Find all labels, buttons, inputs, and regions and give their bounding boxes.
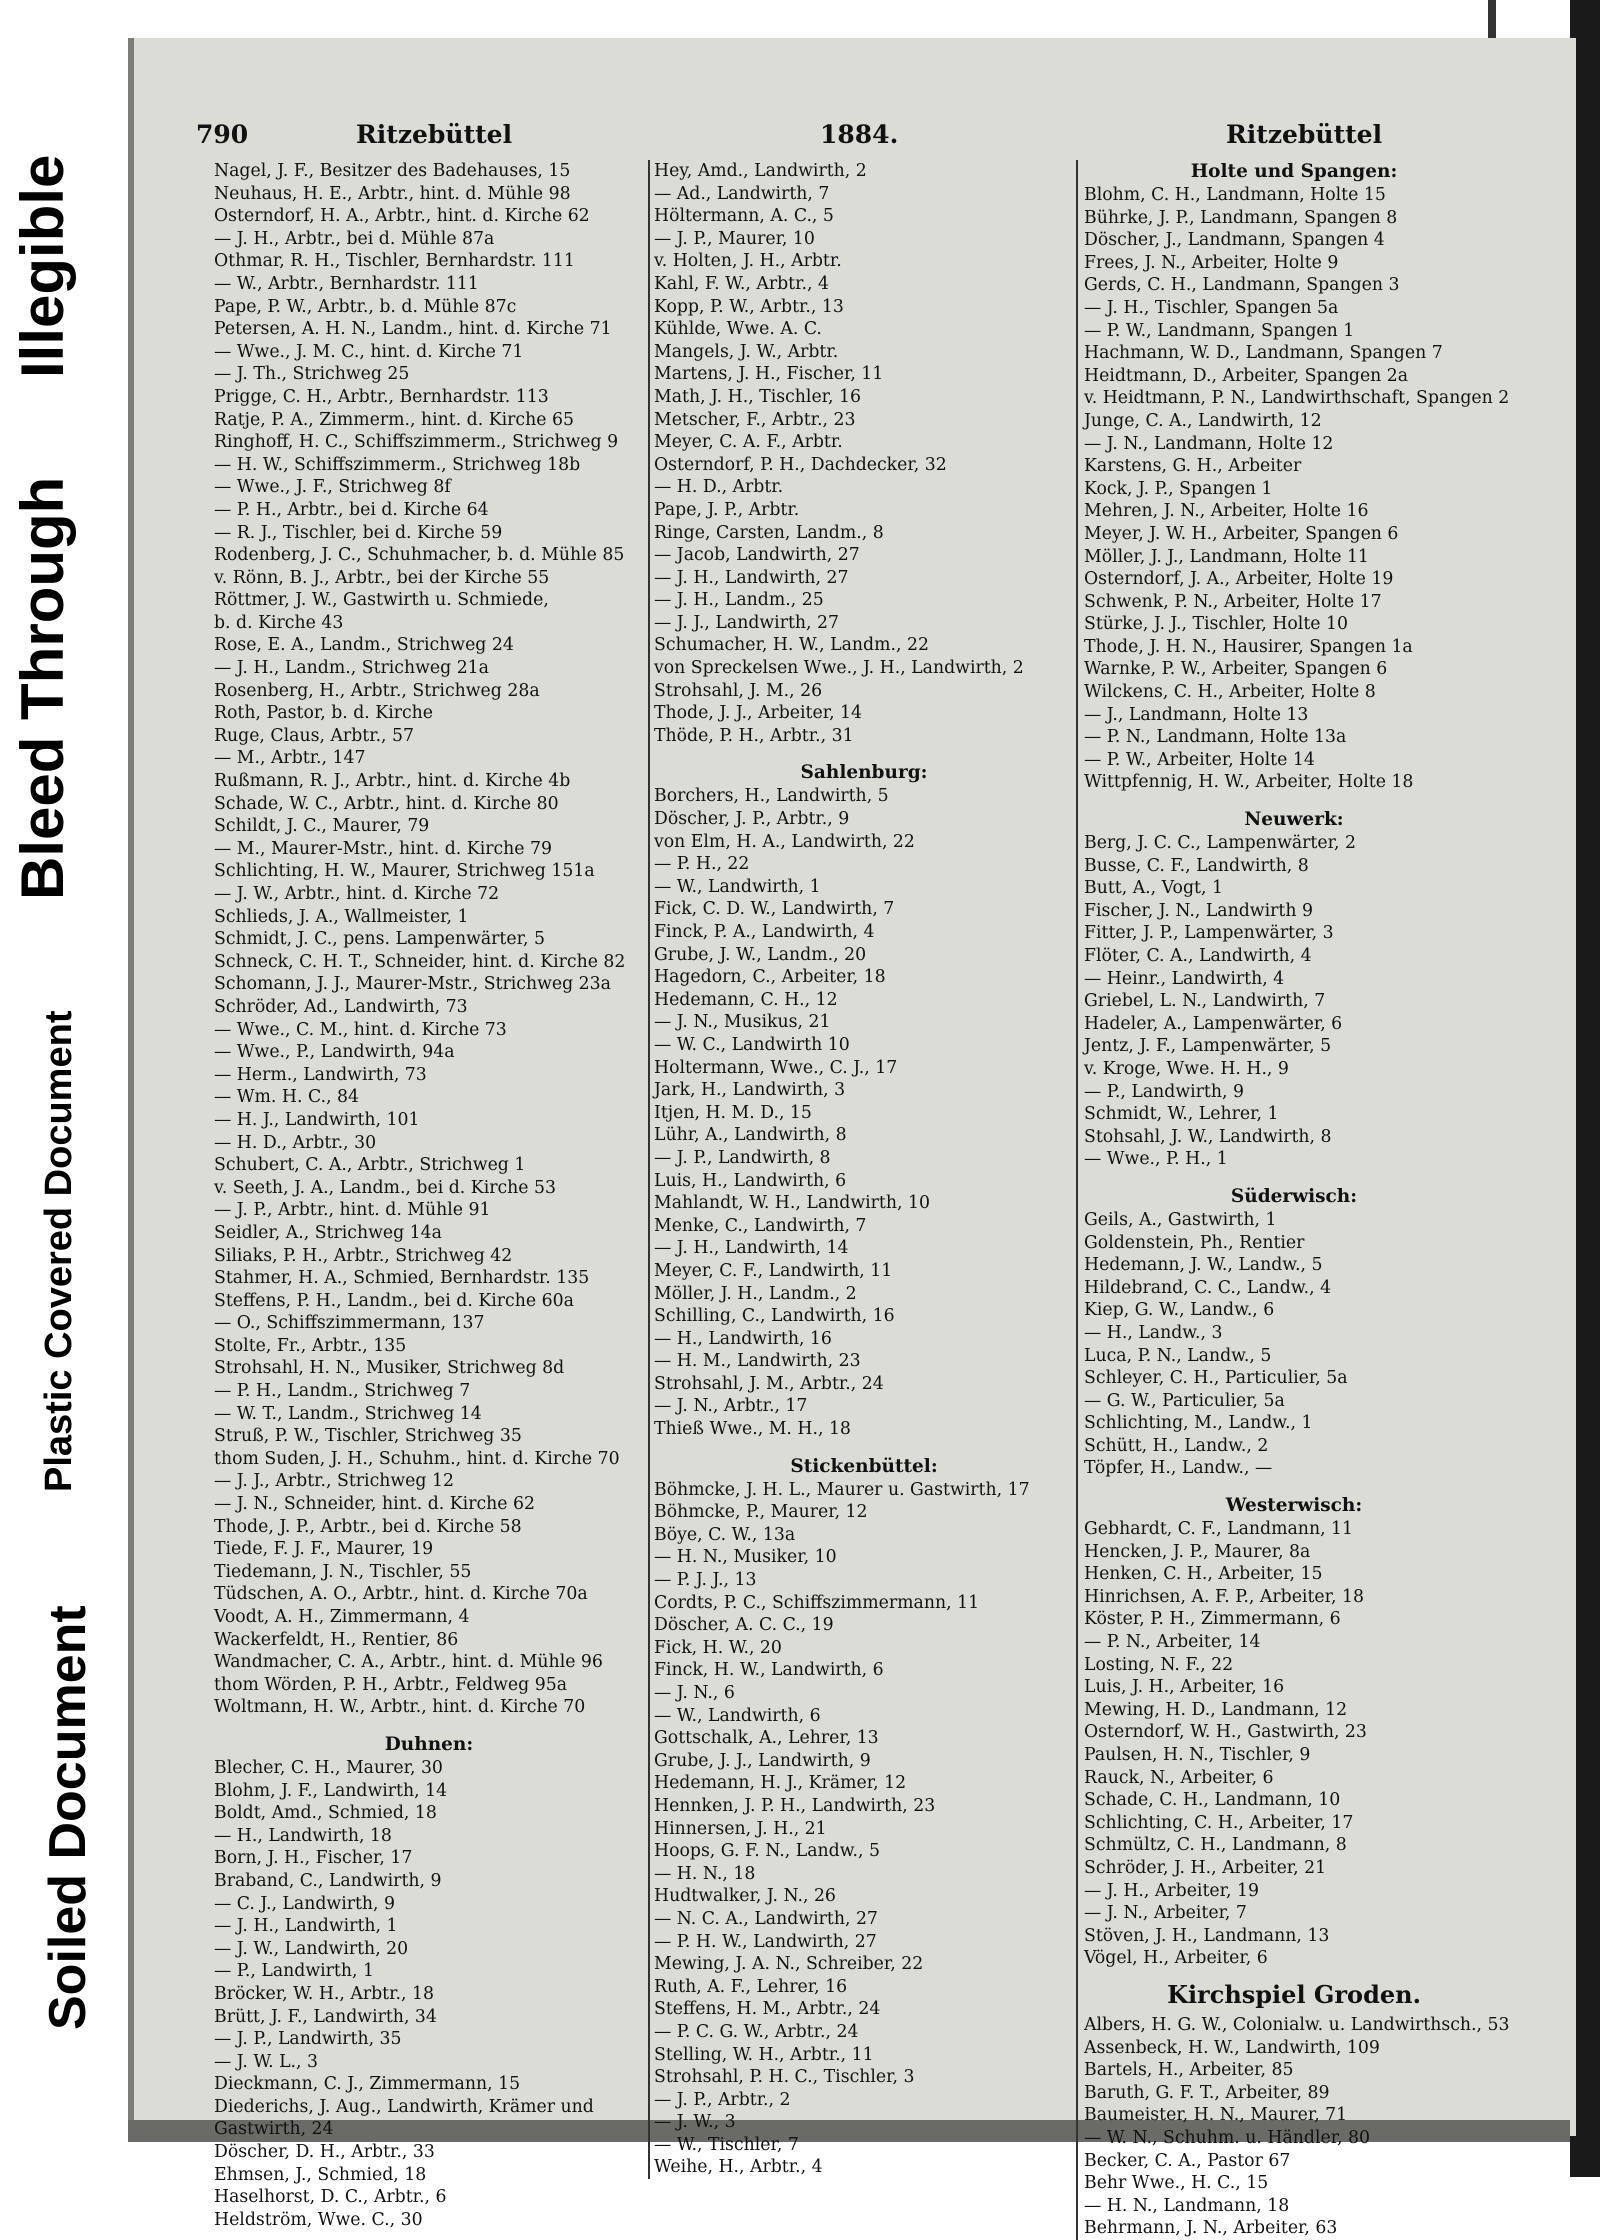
- directory-entry: Kahl, F. W., Arbtr., 4: [654, 273, 829, 294]
- directory-entry: Schmidt, W., Lehrer, 1: [1084, 1104, 1279, 1125]
- directory-entry: — P. H. W., Landwirth, 27: [654, 1931, 877, 1952]
- directory-entry: Ringhoff, H. C., Schiffszimmerm., Strichweg 9: [214, 432, 619, 453]
- directory-entry: Möller, J. H., Landm., 2: [654, 1283, 857, 1304]
- directory-entry: — J. H., Landm., Strichweg 21a: [214, 658, 489, 679]
- directory-entry: — W. T., Landm., Strichweg 14: [214, 1403, 482, 1424]
- section-heading: Sahlenburg:: [800, 762, 928, 784]
- page-tab: [1488, 0, 1496, 38]
- directory-entry: — J., Landmann, Holte 13: [1084, 704, 1309, 725]
- directory-entry: Lühr, A., Landwirth, 8: [654, 1125, 847, 1146]
- directory-entry: — P. N., Landmann, Holte 13a: [1084, 727, 1347, 748]
- directory-entry: Döscher, J. P., Arbtr., 9: [654, 809, 850, 830]
- directory-entry: Behr Wwe., H. C., 15: [1084, 2173, 1269, 2194]
- directory-entry: Bartels, H., Arbeiter, 85: [1084, 2060, 1294, 2081]
- directory-entry: Wilckens, C. H., Arbeiter, Holte 8: [1084, 682, 1376, 703]
- directory-entry: — Herm., Landwirth, 73: [214, 1064, 427, 1085]
- directory-entry: Kühlde, Wwe. A. C.: [654, 319, 822, 340]
- section-heading: Neuwerk:: [1244, 809, 1344, 831]
- directory-entry: Schwenk, P. N., Arbeiter, Holte 17: [1084, 591, 1382, 612]
- directory-entry: Busse, C. F., Landwirth, 8: [1084, 855, 1309, 876]
- directory-entry: v. Rönn, B. J., Arbtr., bei der Kirche 55: [214, 567, 550, 588]
- directory-entry: von Elm, H. A., Landwirth, 22: [654, 831, 915, 852]
- directory-entry: Stelling, W. H., Arbtr., 11: [654, 2044, 874, 2065]
- directory-entry: Albers, H. G. W., Colonialw. u. Landwirthsch., 53: [1084, 2014, 1510, 2035]
- directory-entry: Becker, C. A., Pastor 67: [1084, 2150, 1291, 2171]
- directory-entry: — H. N., 18: [654, 1863, 756, 1884]
- directory-entry: — J. N., Schneider, hint. d. Kirche 62: [214, 1494, 535, 1515]
- directory-entry: Fick, C. D. W., Landwirth, 7: [654, 899, 895, 920]
- directory-entry: Baumeister, H. N., Maurer, 71: [1084, 2105, 1348, 2126]
- page-number: 790: [196, 120, 249, 149]
- directory-entry: Hedemann, H. J., Krämer, 12: [654, 1773, 907, 1794]
- directory-entry: Grube, J. J., Landwirth, 9: [654, 1750, 871, 1771]
- directory-entry: — J. W., 3: [654, 2112, 736, 2133]
- directory-entry: Gerds, C. H., Landmann, Spangen 3: [1084, 275, 1400, 296]
- directory-entry: Kiep, G. W., Landw., 6: [1084, 1300, 1275, 1321]
- directory-entry: Fick, H. W., 20: [654, 1637, 782, 1658]
- directory-entry: — J. H., Tischler, Spangen 5a: [1084, 297, 1339, 318]
- directory-entry: Fischer, J. N., Landwirth 9: [1084, 900, 1313, 921]
- directory-entry: Luis, H., Landwirth, 6: [654, 1170, 847, 1191]
- directory-entry: Thode, J. H. N., Hausirer, Spangen 1a: [1084, 636, 1413, 657]
- directory-column-2: [648, 160, 1074, 2179]
- directory-entry: Thöde, P. H., Arbtr., 31: [654, 725, 854, 746]
- directory-entry: Schumacher, H. W., Landm., 22: [654, 635, 929, 656]
- directory-entry: von Spreckelsen Wwe., J. H., Landwirth, 2: [654, 658, 1024, 679]
- directory-entry: — P. W., Landmann, Spangen 1: [1084, 320, 1355, 341]
- directory-entry: Schade, W. C., Arbtr., hint. d. Kirche 80: [214, 793, 559, 814]
- directory-entry: — N. C. A., Landwirth, 27: [654, 1908, 878, 1929]
- directory-entry: Petersen, A. H. N., Landm., hint. d. Kirche 71: [214, 319, 612, 340]
- directory-entry: Prigge, C. H., Arbtr., Bernhardstr. 113: [214, 386, 549, 407]
- directory-entry: Itjen, H. M. D., 15: [654, 1102, 812, 1123]
- directory-entry: Warnke, P. W., Arbeiter, Spangen 6: [1084, 659, 1388, 680]
- directory-entry: — Wwe., J. F., Strichweg 8f: [214, 477, 451, 498]
- directory-entry: Grube, J. W., Landm., 20: [654, 944, 867, 965]
- directory-entry: Tiede, F. J. F., Maurer, 19: [214, 1539, 434, 1560]
- section-heading: Holte und Spangen:: [1190, 161, 1398, 182]
- directory-entry: Mahlandt, W. H., Landwirth, 10: [654, 1193, 930, 1214]
- directory-entry: Stolte, Fr., Arbtr., 135: [214, 1335, 407, 1356]
- directory-entry: v. Heidtmann, P. N., Landwirthschaft, Spangen 2: [1084, 388, 1510, 409]
- directory-entry: — P. C. G. W., Arbtr., 24: [654, 2021, 859, 2042]
- directory-entry: — Wwe., P. H., 1: [1084, 1149, 1228, 1170]
- directory-entry: Bröcker, W. H., Arbtr., 18: [214, 1983, 434, 2004]
- directory-entry: — P. N., Arbeiter, 14: [1084, 1632, 1261, 1653]
- directory-entry: Schlichting, C. H., Arbeiter, 17: [1084, 1812, 1354, 1833]
- directory-entry: — J. Th., Strichweg 25: [214, 364, 410, 385]
- directory-entry: Töpfer, H., Landw., —: [1084, 1458, 1273, 1479]
- header-right-title: Ritzebüttel: [1226, 120, 1383, 149]
- directory-entry: Hinnersen, J. H., 21: [654, 1818, 827, 1839]
- label-illegible: Illegible: [9, 154, 76, 378]
- directory-entry: — Wwe., P., Landwirth, 94a: [214, 1042, 455, 1063]
- directory-entry: Thieß Wwe., M. H., 18: [654, 1419, 851, 1440]
- directory-entry: Diederichs, J. Aug., Landwirth, Krämer und: [214, 2096, 594, 2117]
- directory-entry: Neuhaus, H. E., Arbtr., hint. d. Mühle 98: [214, 183, 571, 204]
- directory-entry: Schmidt, J. C., pens. Lampenwärter, 5: [214, 929, 545, 950]
- directory-entry: — J. H., Landwirth, 14: [654, 1238, 849, 1259]
- directory-entry: Hennken, J. P. H., Landwirth, 23: [654, 1795, 936, 1816]
- directory-entry: Schomann, J. J., Maurer-Mstr., Strichweg 23a: [214, 974, 611, 995]
- directory-entry: — J. P., Arbtr., 2: [654, 2089, 791, 2110]
- directory-entry: — P. H., 22: [654, 854, 750, 875]
- directory-entry: Schröder, Ad., Landwirth, 73: [214, 996, 468, 1017]
- directory-entry: — Ad., Landwirth, 7: [654, 183, 830, 204]
- directory-entry: Bührke, J. P., Landmann, Spangen 8: [1084, 207, 1398, 228]
- directory-entry: Rose, E. A., Landm., Strichweg 24: [214, 635, 514, 656]
- directory-entry: Jark, H., Landwirth, 3: [654, 1080, 846, 1101]
- directory-entry: Braband, C., Landwirth, 9: [214, 1870, 442, 1891]
- directory-column-3: [1076, 160, 1510, 2240]
- section-heading: Westerwisch:: [1225, 1495, 1363, 1517]
- directory-entry: — P. W., Arbeiter, Holte 14: [1084, 749, 1315, 770]
- directory-entry: — J. W., Arbtr., hint. d. Kirche 72: [214, 884, 500, 904]
- directory-entry: — J. H., Arbtr., bei d. Mühle 87a: [214, 228, 495, 249]
- directory-entry: Jentz, J. F., Lampenwärter, 5: [1084, 1036, 1332, 1057]
- directory-entry: Blohm, C. H., Landmann, Holte 15: [1084, 185, 1386, 205]
- directory-entry: Finck, H. W., Landwirth, 6: [654, 1660, 884, 1681]
- section-heading: Duhnen:: [384, 1733, 474, 1755]
- directory-entry: Schröder, J. H., Arbeiter, 21: [1084, 1857, 1327, 1878]
- directory-entry: Thode, J. J., Arbeiter, 14: [654, 703, 863, 724]
- directory-entry: Luis, J. H., Arbeiter, 16: [1084, 1677, 1285, 1698]
- directory-entry: — J. N., Musikus, 21: [654, 1012, 831, 1033]
- directory-entry: — G. W., Particulier, 5a: [1084, 1390, 1285, 1411]
- directory-entry: — H. J., Landwirth, 101: [214, 1109, 420, 1130]
- directory-entry: — J. P., Arbtr., hint. d. Mühle 91: [214, 1200, 491, 1221]
- directory-entry: Strohsahl, J. M., 26: [654, 680, 823, 701]
- directory-entry: Flöter, C. A., Landwirth, 4: [1084, 946, 1312, 966]
- directory-entry: Ehmsen, J., Schmied, 18: [214, 2164, 427, 2185]
- directory-entry: Köster, P. H., Zimmermann, 6: [1084, 1609, 1341, 1630]
- directory-entry: Siliaks, P. H., Arbtr., Strichweg 42: [214, 1245, 513, 1266]
- directory-entry: Hencken, J. P., Maurer, 8a: [1084, 1541, 1311, 1562]
- directory-entry: Hedemann, C. H., 12: [654, 989, 838, 1010]
- header-left-title: Ritzebüttel: [356, 120, 513, 149]
- directory-entry: Rosenberg, H., Arbtr., Strichweg 28a: [214, 680, 540, 701]
- directory-entry: — H., Landw., 3: [1084, 1322, 1223, 1343]
- directory-entry: v. Holten, J. H., Arbtr.: [654, 251, 842, 272]
- directory-entry: Döscher, D. H., Arbtr., 33: [214, 2142, 435, 2163]
- directory-entry: Roth, Pastor, b. d. Kirche: [214, 703, 434, 724]
- directory-entry: — W., Landwirth, 1: [654, 876, 821, 897]
- directory-entry: — J. N., Arbtr., 17: [654, 1396, 808, 1417]
- directory-entry: — P., Landwirth, 1: [214, 1961, 374, 1982]
- directory-entry: Math, J. H., Tischler, 16: [654, 386, 862, 407]
- directory-entry: Höltermann, A. C., 5: [654, 206, 834, 227]
- directory-entry: Borchers, H., Landwirth, 5: [654, 786, 889, 807]
- directory-entry: Vögel, H., Arbeiter, 6: [1084, 1948, 1268, 1969]
- directory-entry: Ruth, A. F., Lehrer, 16: [654, 1976, 848, 1997]
- directory-entry: Osterndorf, P. H., Dachdecker, 32: [654, 454, 947, 475]
- directory-entry: Junge, C. A., Landwirth, 12: [1084, 410, 1322, 431]
- directory-column-1: [214, 160, 644, 2231]
- directory-entry: Mewing, J. A. N., Schreiber, 22: [654, 1954, 924, 1975]
- directory-entry: — H. W., Schiffszimmerm., Strichweg 18b: [214, 454, 581, 475]
- directory-entry: Schmültz, C. H., Landmann, 8: [1084, 1835, 1347, 1856]
- directory-entry: — Wm. H. C., 84: [214, 1087, 360, 1108]
- directory-entry: Schleyer, C. H., Particulier, 5a: [1084, 1368, 1348, 1389]
- top-margin: [128, 0, 1570, 38]
- directory-entry: Strohsahl, P. H. C., Tischler, 3: [654, 2067, 915, 2088]
- directory-entry: Schlichting, H. W., Maurer, Strichweg 151a: [214, 861, 595, 882]
- directory-entry: Goldenstein, Ph., Rentier: [1084, 1232, 1305, 1253]
- directory-entry: Osterndorf, H. A., Arbtr., hint. d. Kirche 62: [214, 206, 590, 227]
- directory-entry: — J. W., Landwirth, 20: [214, 1938, 409, 1959]
- directory-entry: Losting, N. F., 22: [1084, 1654, 1234, 1675]
- directory-entry: Geils, A., Gastwirth, 1: [1084, 1209, 1277, 1230]
- directory-entry: Struß, P. W., Tischler, Strichweg 35: [214, 1426, 522, 1447]
- directory-entry: v. Kroge, Wwe. H. H., 9: [1084, 1058, 1289, 1079]
- directory-entry: Ratje, P. A., Zimmerm., hint. d. Kirche 65: [214, 409, 574, 430]
- directory-entry: — H. D., Arbtr.: [654, 477, 784, 498]
- directory-entry: Wittpfennig, H. W., Arbeiter, Holte 18: [1084, 772, 1414, 793]
- directory-entry: Mewing, H. D., Landmann, 12: [1084, 1699, 1348, 1720]
- section-heading: Süderwisch:: [1230, 1185, 1358, 1207]
- directory-entry: Meyer, J. W. H., Arbeiter, Spangen 6: [1084, 523, 1399, 544]
- directory-entry: Fitter, J. P., Lampenwärter, 3: [1084, 923, 1334, 944]
- directory-entry: Osterndorf, W. H., Gastwirth, 23: [1084, 1722, 1367, 1743]
- section-heading: Stickenbüttel:: [790, 1455, 938, 1477]
- directory-entry: — H. D., Arbtr., 30: [214, 1132, 377, 1153]
- directory-entry: Gottschalk, A., Lehrer, 13: [654, 1728, 879, 1749]
- label-plastic-covered: Plastic Covered Document: [38, 1010, 80, 1492]
- directory-entry: — P. H., Arbtr., bei d. Kirche 64: [214, 499, 489, 520]
- directory-entry: Heldström, Wwe. C., 30: [214, 2209, 423, 2230]
- directory-entry: Steffens, P. H., Landm., bei d. Kirche 60a: [214, 1290, 574, 1311]
- directory-entry: Hinrichsen, A. F. P., Arbeiter, 18: [1084, 1586, 1364, 1607]
- directory-entry: — P. H., Landm., Strichweg 7: [214, 1381, 471, 1402]
- directory-entry: — H., Landwirth, 18: [214, 1825, 392, 1846]
- directory-entry: Wandmacher, C. A., Arbtr., hint. d. Mühle 96: [214, 1652, 603, 1673]
- directory-entry: — J. P., Landwirth, 8: [654, 1147, 831, 1168]
- directory-entry: Schade, C. H., Landmann, 10: [1084, 1790, 1341, 1811]
- directory-entry: Heidtmann, D., Arbeiter, Spangen 2a: [1084, 365, 1409, 386]
- directory-entry: Steffens, H. M., Arbtr., 24: [654, 1999, 881, 2020]
- directory-entry: Stöven, J. H., Landmann, 13: [1084, 1925, 1330, 1946]
- directory-entry: Meyer, C. A. F., Arbtr.: [654, 432, 843, 453]
- directory-entry: — J. J., Landwirth, 27: [654, 612, 840, 633]
- directory-entry: Gastwirth, 24: [214, 2119, 334, 2140]
- label-soiled-document: Soiled Document: [39, 1605, 97, 2030]
- directory-entry: Rußmann, R. J., Arbtr., hint. d. Kirche 4b: [214, 771, 571, 792]
- directory-entry: — Heinr., Landwirth, 4: [1084, 968, 1285, 989]
- directory-entry: Boldt, Amd., Schmied, 18: [214, 1803, 437, 1824]
- directory-entry: Schlieds, J. A., Wallmeister, 1: [214, 906, 469, 927]
- directory-entry: — H. N., Landmann, 18: [1084, 2195, 1290, 2216]
- directory-entry: Stürke, J. J., Tischler, Holte 10: [1084, 614, 1348, 635]
- directory-entry: Woltmann, H. W., Arbtr., hint. d. Kirche 70: [214, 1697, 586, 1718]
- directory-entry: Osterndorf, J. A., Arbeiter, Holte 19: [1084, 569, 1394, 590]
- directory-entry: — J. H., Landm., 25: [654, 590, 824, 611]
- directory-entry: Tiedemann, J. N., Tischler, 55: [214, 1561, 472, 1582]
- directory-entry: thom Suden, J. H., Schuhm., hint. d. Kirche 70: [214, 1448, 620, 1469]
- directory-entry: Baruth, G. F. T., Arbeiter, 89: [1084, 2082, 1330, 2103]
- directory-entry: Butt, A., Vogt, 1: [1084, 878, 1223, 899]
- directory-entry: Luca, P. N., Landw., 5: [1084, 1345, 1272, 1366]
- directory-entry: Karstens, G. H., Arbeiter: [1084, 456, 1302, 477]
- directory-entry: thom Wörden, P. H., Arbtr., Feldweg 95a: [214, 1674, 567, 1695]
- directory-entry: — Wwe., J. M. C., hint. d. Kirche 71: [214, 341, 524, 362]
- directory-entry: — H. N., Musiker, 10: [654, 1547, 837, 1568]
- directory-entry: Döscher, A. C. C., 19: [654, 1615, 834, 1636]
- directory-entry: — J. H., Arbeiter, 19: [1084, 1880, 1259, 1901]
- directory-entry: Meyer, C. F., Landwirth, 11: [654, 1260, 893, 1281]
- directory-entry: Hey, Amd., Landwirth, 2: [654, 161, 867, 181]
- directory-entry: — W. N., Schuhm. u. Händler, 80: [1084, 2127, 1371, 2148]
- directory-entry: Berg, J. C. C., Lampenwärter, 2: [1084, 833, 1356, 854]
- directory-entry: Strohsahl, H. N., Musiker, Strichweg 8d: [214, 1358, 565, 1379]
- directory-entry: Hadeler, A., Lampenwärter, 6: [1084, 1013, 1343, 1034]
- directory-entry: Henken, C. H., Arbeiter, 15: [1084, 1564, 1323, 1585]
- directory-entry: Dieckmann, C. J., Zimmermann, 15: [214, 2074, 521, 2095]
- directory-entry: — J. J., Arbtr., Strichweg 12: [214, 1471, 454, 1492]
- directory-entry: Schildt, J. C., Maurer, 79: [214, 816, 430, 837]
- directory-entry: Böye, C. W., 13a: [654, 1524, 796, 1545]
- directory-entry: — R. J., Tischler, bei d. Kirche 59: [214, 522, 503, 543]
- directory-entry: — J. H., Landwirth, 27: [654, 567, 849, 588]
- directory-entry: — P. J. J., 13: [654, 1570, 757, 1591]
- directory-entry: — J. N., Landmann, Holte 12: [1084, 433, 1334, 454]
- directory-entry: Kopp, P. W., Arbtr., 13: [654, 296, 844, 317]
- directory-entry: Hoops, G. F. N., Landw., 5: [654, 1841, 880, 1862]
- directory-entry: Schneck, C. H. T., Schneider, hint. d. Kirche 82: [214, 951, 626, 972]
- directory-entry: Frees, J. N., Arbeiter, Holte 9: [1084, 252, 1339, 273]
- directory-entry: Griebel, L. N., Landwirth, 7: [1084, 991, 1326, 1012]
- directory-entry: Haselhorst, D. C., Arbtr., 6: [214, 2187, 447, 2208]
- directory-entry: Menke, C., Landwirth, 7: [654, 1215, 867, 1236]
- directory-entry: Born, J. H., Fischer, 17: [214, 1848, 413, 1869]
- directory-entry: Stahmer, H. A., Schmied, Bernhardstr. 135: [214, 1268, 590, 1289]
- directory-entry: Döscher, J., Landmann, Spangen 4: [1084, 230, 1385, 251]
- directory-entry: Metscher, F., Arbtr., 23: [654, 409, 856, 430]
- directory-entry: Paulsen, H. N., Tischler, 9: [1084, 1745, 1311, 1765]
- directory-entry: Hildebrand, C. C., Landw., 4: [1084, 1277, 1332, 1298]
- directory-entry: Thode, J. P., Arbtr., bei d. Kirche 58: [214, 1516, 522, 1537]
- directory-entry: — O., Schiffszimmermann, 137: [214, 1313, 485, 1334]
- directory-entry: Ringe, Carsten, Landm., 8: [654, 522, 884, 543]
- header-year: 1884.: [820, 120, 899, 149]
- directory-entry: Ruge, Claus, Arbtr., 57: [214, 725, 415, 746]
- directory-entry: Kock, J. P., Spangen 1: [1084, 478, 1273, 499]
- directory-entry: — H. M., Landwirth, 23: [654, 1351, 861, 1372]
- directory-entry: Nagel, J. F., Besitzer des Badehauses, 15: [214, 161, 571, 181]
- directory-entry: Schlichting, M., Landw., 1: [1084, 1413, 1313, 1434]
- label-bleed-through: Bleed Through: [9, 476, 76, 900]
- directory-entry: Rauck, N., Arbeiter, 6: [1084, 1767, 1274, 1788]
- directory-entry: Pape, P. W., Arbtr., b. d. Mühle 87c: [214, 296, 517, 317]
- directory-entry: Assenbeck, H. W., Landwirth, 109: [1084, 2037, 1380, 2058]
- directory-entry: — P., Landwirth, 9: [1084, 1081, 1244, 1102]
- directory-entry: Rodenberg, J. C., Schuhmacher, b. d. Mühle 85: [214, 545, 625, 566]
- directory-entry: Holtermann, Wwe., C. J., 17: [654, 1057, 898, 1078]
- directory-entry: Mehren, J. N., Arbeiter, Holte 16: [1084, 501, 1369, 522]
- directory-entry: Seidler, A., Strichweg 14a: [214, 1222, 442, 1243]
- directory-entry: — Wwe., C. M., hint. d. Kirche 73: [214, 1019, 507, 1040]
- directory-entry: Wackerfeldt, H., Rentier, 86: [214, 1629, 459, 1650]
- directory-entry: — W., Tischler, 7: [654, 2134, 799, 2155]
- directory-entry: v. Seeth, J. A., Landm., bei d. Kirche 53: [214, 1177, 556, 1198]
- directory-entry: — W., Arbtr., Bernhardstr. 111: [214, 273, 479, 294]
- directory-entry: — J. P., Maurer, 10: [654, 228, 815, 249]
- directory-entry: — Jacob, Landwirth, 27: [654, 545, 860, 566]
- directory-entry: Voodt, A. H., Zimmermann, 4: [214, 1607, 470, 1627]
- directory-entry: Schütt, H., Landw., 2: [1084, 1435, 1269, 1456]
- directory-entry: — J. N., 6: [654, 1683, 735, 1703]
- directory-entry: Finck, P. A., Landwirth, 4: [654, 922, 875, 942]
- directory-entry: Weihe, H., Arbtr., 4: [654, 2157, 823, 2178]
- directory-entry: — J. P., Landwirth, 35: [214, 2029, 402, 2050]
- directory-entry: — H., Landwirth, 16: [654, 1328, 832, 1349]
- directory-entry: Stohsahl, J. W., Landwirth, 8: [1084, 1126, 1332, 1147]
- directory-entry: Böhmcke, P., Maurer, 12: [654, 1502, 868, 1523]
- directory-entry: — J. H., Landwirth, 1: [214, 1916, 398, 1937]
- directory-entry: Behrmann, J. N., Arbeiter, 63: [1084, 2218, 1338, 2239]
- directory-entry: Tüdschen, A. O., Arbtr., hint. d. Kirche 70a: [214, 1584, 588, 1605]
- directory-entry: — J. N., Arbeiter, 7: [1084, 1903, 1247, 1924]
- directory-entry: Strohsahl, J. M., Arbtr., 24: [654, 1373, 884, 1394]
- directory-entry: Möller, J. J., Landmann, Holte 11: [1084, 546, 1369, 567]
- directory-entry: Böhmcke, J. H. L., Maurer u. Gastwirth, 17: [654, 1479, 1030, 1500]
- section-heading: Kirchspiel Groden.: [1167, 1979, 1421, 2009]
- directory-entry: Cordts, P. C., Schiffszimmermann, 11: [654, 1592, 980, 1613]
- directory-entry: Othmar, R. H., Tischler, Bernhardstr. 111: [214, 251, 575, 272]
- directory-entry: — W. C., Landwirth 10: [654, 1034, 850, 1055]
- directory-entry: b. d. Kirche 43: [214, 612, 344, 633]
- directory-entry: Schubert, C. A., Arbtr., Strichweg 1: [214, 1155, 526, 1176]
- directory-entry: — J. W. L., 3: [214, 2051, 319, 2072]
- directory-entry: Hedemann, J. W., Landw., 5: [1084, 1255, 1323, 1276]
- directory-entry: Gebhardt, C. F., Landmann, 11: [1084, 1519, 1354, 1540]
- directory-entry: Brütt, J. F., Landwirth, 34: [214, 2006, 437, 2027]
- directory-entry: Hudtwalker, J. N., 26: [654, 1886, 836, 1907]
- directory-entry: Blohm, J. F., Landwirth, 14: [214, 1780, 448, 1801]
- directory-entry: Blecher, C. H., Maurer, 30: [214, 1757, 443, 1778]
- directory-entry: Schilling, C., Landwirth, 16: [654, 1306, 895, 1327]
- directory-entry: Mangels, J. W., Arbtr.: [654, 341, 839, 362]
- directory-entry: Hachmann, W. D., Landmann, Spangen 7: [1084, 343, 1443, 364]
- directory-entry: Hagedorn, C., Arbeiter, 18: [654, 967, 886, 988]
- directory-entry: — M., Arbtr., 147: [214, 748, 366, 769]
- directory-entry: — W., Landwirth, 6: [654, 1705, 821, 1726]
- directory-entry: — M., Maurer-Mstr., hint. d. Kirche 79: [214, 838, 552, 859]
- directory-entry: Röttmer, J. W., Gastwirth u. Schmiede,: [214, 590, 549, 611]
- directory-entry: Martens, J. H., Fischer, 11: [654, 364, 884, 385]
- directory-entry: — C. J., Landwirth, 9: [214, 1893, 396, 1914]
- directory-entry: Pape, J. P., Arbtr.: [654, 499, 800, 520]
